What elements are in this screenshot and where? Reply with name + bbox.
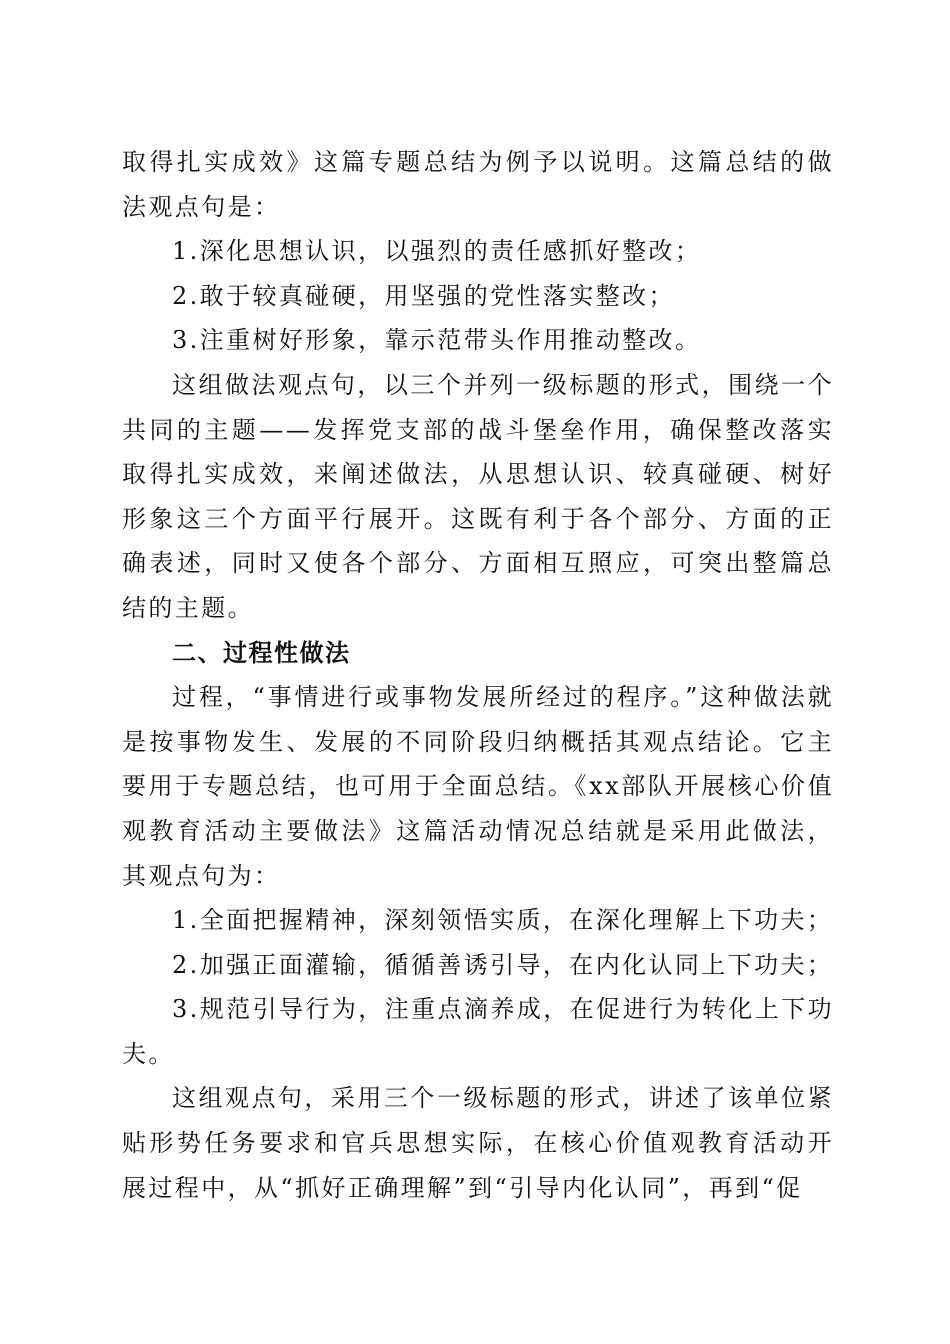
list-item-2: 2.敢于较真碰硬，用坚强的党性落实整改； (172, 281, 675, 310)
paragraph-intro: 取得扎实成效》这篇专题总结为例予以说明。这篇总结的做法观点句是： (122, 148, 834, 221)
section-heading: 二、过程性做法 (172, 638, 351, 667)
paragraph-analysis-1: 这组做法观点句，以三个并列一级标题的形式，围绕一个共同的主题——发挥党支部的战斗堡垒作用，确保整改落实取得扎实成效，来阐述做法，从思想认识、较真碰硬、树好形象这三个方面平行展开。这既有利于各个部分、方面的正确表述，同时又使各个部分、方面相互照应，可突出整篇总结的主题。 (122, 370, 834, 622)
list-item-5: 2.加强正面灌输，循循善诱引导，在内化认同上下功夫； (172, 950, 834, 979)
list-item-6: 3.规范引导行为，注重点滴养成，在促进行为转化上下功夫。 (122, 995, 834, 1068)
paragraph-analysis-2: 这组观点句，采用三个一级标题的形式，讲述了该单位紧贴形势任务要求和官兵思想实际，在核心价值观教育活动开展过程中，从“抓好正确理解”到“引导内化认同”，再到“促 (122, 1084, 834, 1202)
list-item-4: 1.全面把握精神，深刻领悟实质，在深化理解上下功夫； (172, 906, 834, 935)
document-body (122, 140, 834, 1210)
list-item-1: 1.深化思想认识，以强烈的责任感抓好整改； (172, 237, 702, 266)
paragraph-process: 过程，“事情进行或事物发展所经过的程序。”这种做法就是按事物发生、发展的不同阶段归纳概括其观点结论。它主要用于专题总结，也可用于全面总结。《xx部队开展核心价值观教育活动主要做法》这篇活动情况总结就是采用此做法，其观点句为： (122, 683, 834, 890)
list-item-3: 3.注重树好形象，靠示范带头作用推动整改。 (172, 326, 702, 355)
